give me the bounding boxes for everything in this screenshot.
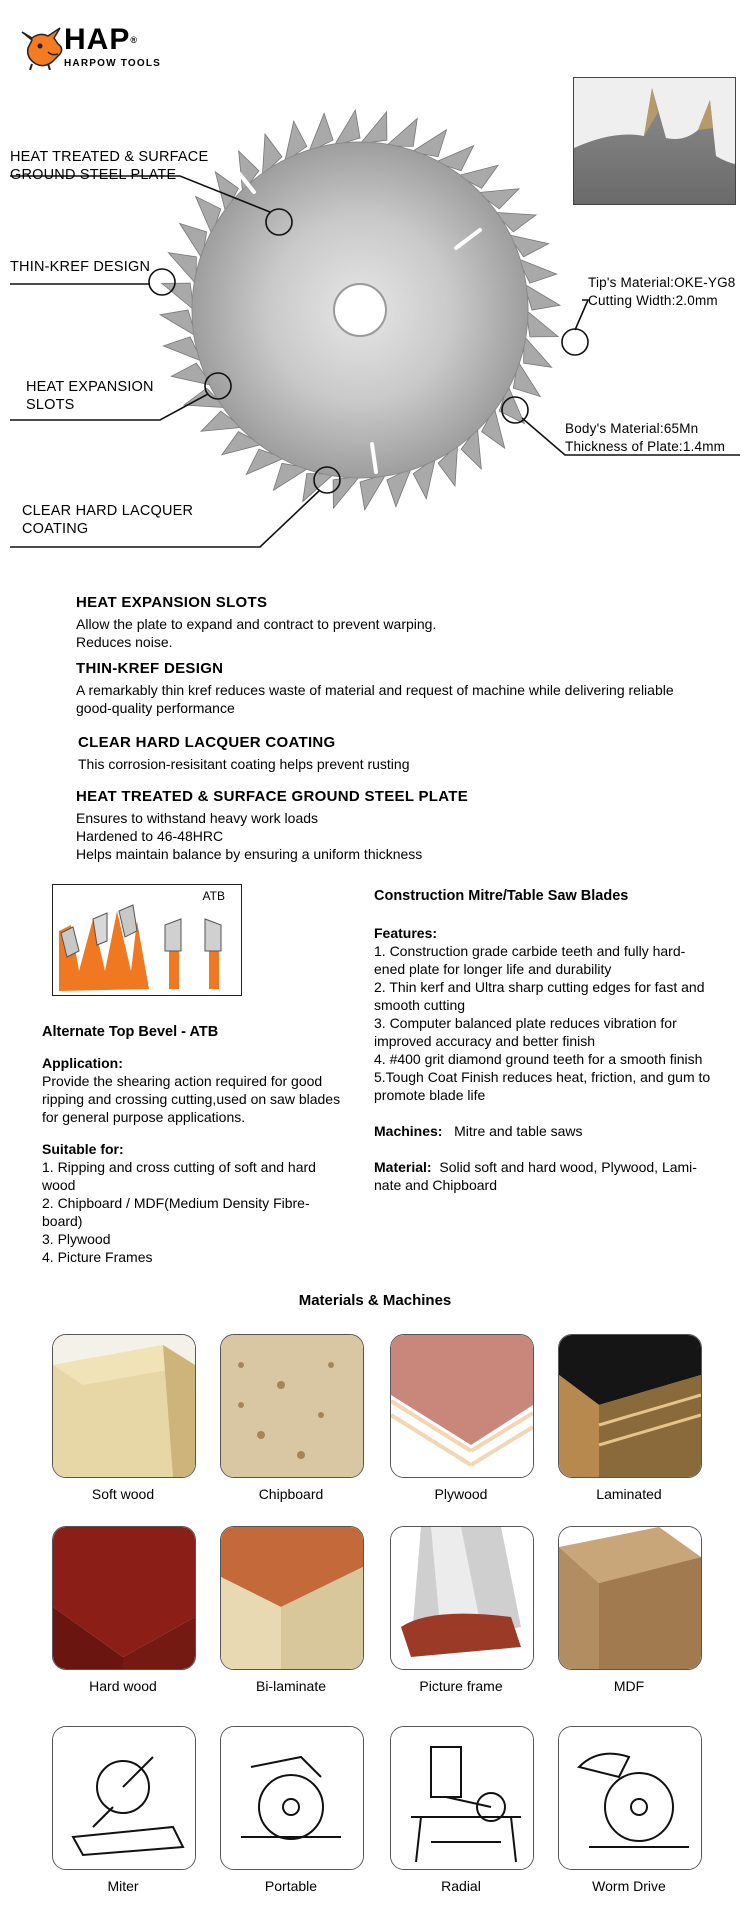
plywood-image xyxy=(391,1335,533,1477)
callout-heat-treated: HEAT TREATED & SURFACE GROUND STEEL PLATE xyxy=(10,149,209,183)
tile-caption: Soft wood xyxy=(91,1486,155,1502)
brand-name: HAP xyxy=(64,23,131,56)
atb-diagram-label: ATB xyxy=(202,889,225,903)
feature-heat-treated: HEAT TREATED & SURFACE GROUND STEEL PLATE Ensures to withstand heavy work loads Hardened to 46-48HRC Helps maintain balance by ensuring a uniform thickness xyxy=(76,788,469,862)
machines-row: Machines: Mitre and table saws xyxy=(374,1123,583,1139)
tile-caption: Picture frame xyxy=(419,1678,503,1694)
tile-caption: Radial xyxy=(441,1878,481,1894)
tile-caption: Worm Drive xyxy=(592,1878,666,1894)
feature-heat-slots: HEAT EXPANSION SLOTS Allow the plate to expand and contract to prevent warping. Reduces noise. xyxy=(76,594,437,650)
materials-title: Materials & Machines xyxy=(298,1292,452,1309)
material-tile xyxy=(558,1526,702,1670)
machine-tile xyxy=(390,1726,534,1870)
tile-caption: Miter xyxy=(107,1878,139,1894)
material-tile xyxy=(558,1334,702,1478)
radial-saw-icon xyxy=(391,1727,533,1869)
tile-caption: Bi-laminate xyxy=(255,1678,327,1694)
tile-caption: Chipboard xyxy=(258,1486,324,1502)
miter-saw-icon xyxy=(53,1727,195,1869)
portable-saw-icon xyxy=(221,1727,363,1869)
tile-caption: MDF xyxy=(613,1678,645,1694)
frame-image xyxy=(391,1527,533,1669)
callout-body-material: Body's Material:65Mn Thickness of Plate:1.4mm xyxy=(565,421,726,454)
construction-title: Construction Mitre/Table Saw Blades xyxy=(374,888,629,904)
feature-lacquer: CLEAR HARD LACQUER COATING This corrosion-resisitant coating helps prevent rusting xyxy=(78,734,410,772)
machine-tile xyxy=(220,1726,364,1870)
softwood-image xyxy=(53,1335,195,1477)
material-tile xyxy=(52,1334,196,1478)
machine-tile xyxy=(558,1726,702,1870)
material-tile xyxy=(390,1334,534,1478)
material-tile xyxy=(220,1334,364,1478)
atb-info: Alternate Top Bevel - ATB Application: Provide the shearing action required for good ripping and crossing cutting,used on saw blades for general purpose applications. Suitable for: 1. Ripping and cross cutting of soft and hard wood 2. Chipboard / MDF(Medium Density Fibre- board) 3. Plywood 4. Picture Frames xyxy=(42,1024,372,1266)
tile-caption: Plywood xyxy=(434,1486,488,1502)
material-tile xyxy=(390,1526,534,1670)
callout-lacquer: CLEAR HARD LACQUER COATING xyxy=(22,503,194,537)
material-tile xyxy=(220,1526,364,1670)
application-label: Application: xyxy=(42,1055,123,1071)
callout-heat-slots: HEAT EXPANSION SLOTS xyxy=(26,379,154,413)
bilaminate-image xyxy=(221,1527,363,1669)
construction-info: Construction Mitre/Table Saw Blades Features: 1. Construction grade carbide teeth and fully hard- ened plate for longer life and durability 2. Thin kerf and Ultra sharp cutting edges for fast and smooth cutting 3. Computer balanced plate reduces vibration for improved accuracy and better finish 4. #400 grit diamond ground teeth for a smooth finish 5.Tough Coat Finish reduces heat, friction, and gum to promote blade life Machines: Mitre and table saws Material: Solid soft and hard wood, Plywood, Lami- nate and Chipboard xyxy=(374,888,744,1194)
callout-tip-material: Tip's Material:OKE-YG8 Cutting Width:2.0mm xyxy=(588,275,736,308)
tile-caption: Hard wood xyxy=(89,1678,157,1694)
tile-caption: Portable xyxy=(264,1878,318,1894)
brand-tagline: HARPOW TOOLS xyxy=(64,58,161,69)
suitable-label: Suitable for: xyxy=(42,1141,124,1157)
laminated-image xyxy=(559,1335,701,1477)
hardwood-image xyxy=(53,1527,195,1669)
mdf-image xyxy=(559,1527,701,1669)
features-label: Features: xyxy=(374,925,438,941)
atb-title: Alternate Top Bevel - ATB xyxy=(42,1024,219,1040)
tile-caption: Laminated xyxy=(596,1486,662,1502)
material-tile xyxy=(52,1526,196,1670)
machine-tile xyxy=(52,1726,196,1870)
registered-mark: ® xyxy=(130,35,138,45)
material-row: Material: Solid soft and hard wood, Plywood, Lami- nate and Chipboard xyxy=(374,1159,697,1193)
feature-thin-kref: THIN-KREF DESIGN A remarkably thin kref reduces waste of material and request of machine while delivering reliable good-quality performance xyxy=(76,660,674,716)
chipboard-image xyxy=(221,1335,363,1477)
callout-thin-kref: THIN-KREF DESIGN xyxy=(10,259,151,275)
atb-diagram xyxy=(52,884,242,996)
worm-drive-saw-icon xyxy=(559,1727,701,1869)
